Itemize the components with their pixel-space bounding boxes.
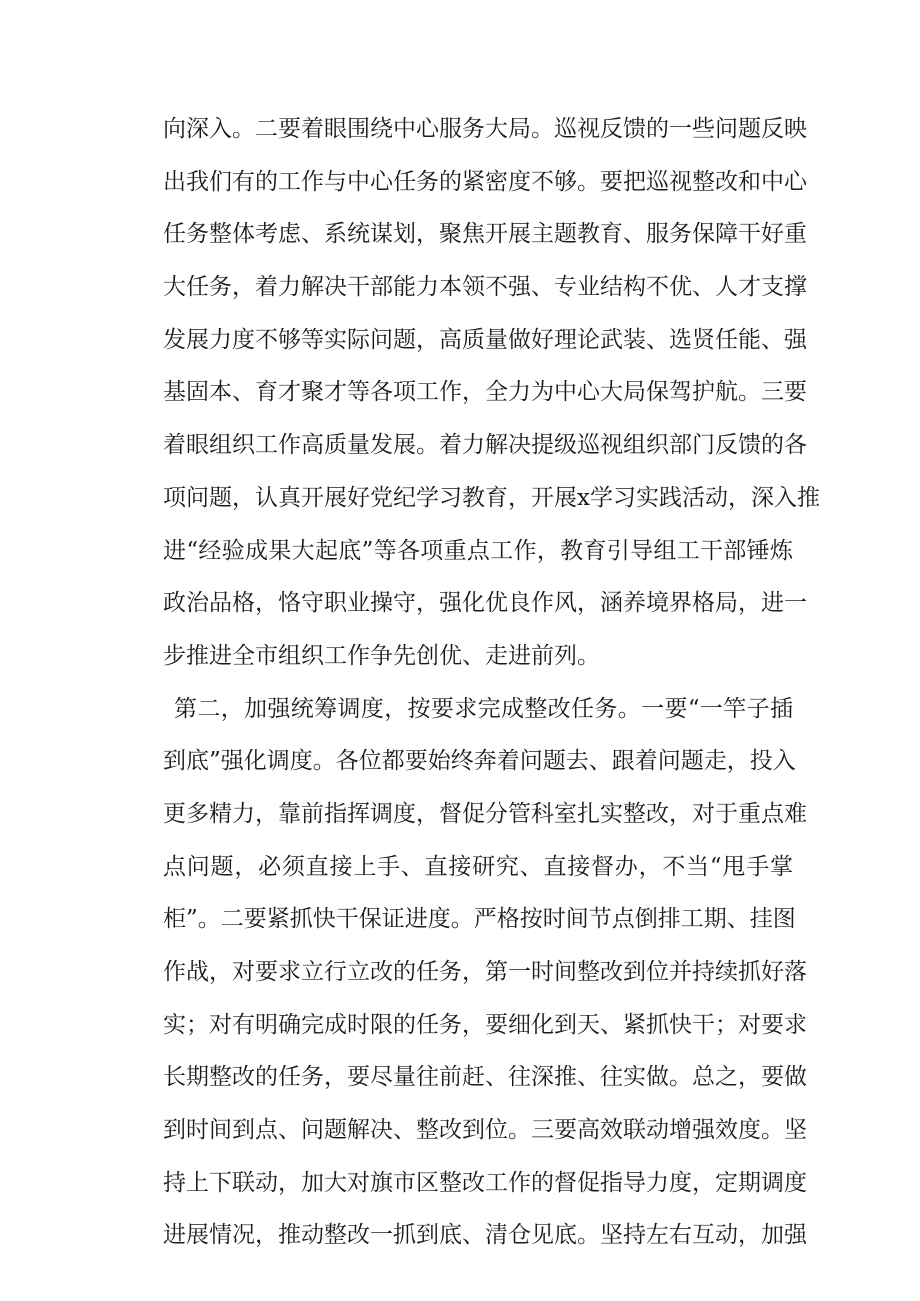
text-line: 柜”。二要紧抓快干保证进度。严格按时间节点倒排工期、挂图 xyxy=(163,906,796,933)
text-line: 作战，对要求立行立改的任务，第一时间整改到位并持续抓好落 xyxy=(163,959,807,985)
text-line: 到底”强化调度。各位都要始终奔着问题去、跟着问题走，投入 xyxy=(163,748,796,775)
text-line: 任务整体考虑、系统谋划，聚焦开展主题教育、服务保障干好重 xyxy=(163,221,807,248)
text-line: 大任务，着力解决干部能力本领不强、专业结构不优、人才支撑 xyxy=(163,274,807,301)
text-line: 向深入。二要着眼围绕中心服务大局。巡视反馈的一些问题反映 xyxy=(163,116,807,142)
text-line: 持上下联动，加大对旗市区整改工作的督促指导力度，定期调度 xyxy=(163,1169,807,1196)
paragraph-end-line: 步推进全市组织工作争先创优、走进前列。 xyxy=(163,642,600,669)
text-line: 项问题，认真开展好党纪学习教育，开展x学习实践活动，深入推 xyxy=(163,484,820,511)
text-line: 到时间到点、问题解决、整改到位。三要高效联动增强效度。坚 xyxy=(163,1117,807,1144)
text-line: 基固本、育才聚才等各项工作，全力为中心大局保驾护航。三要 xyxy=(163,379,807,406)
text-line: 长期整改的任务，要尽量往前赶、往深推、往实做。总之，要做 xyxy=(163,1064,807,1091)
text-line: 着眼组织工作高质量发展。着力解决提级巡视组织部门反馈的各 xyxy=(163,432,807,459)
text-line: 出我们有的工作与中心任务的紧密度不够。要把巡视整改和中心 xyxy=(163,168,807,195)
text-line: 进展情况，推动整改一抓到底、清仓见底。坚持左右互动，加强 xyxy=(163,1222,807,1249)
text-line: 进“经验成果大起底”等各项重点工作，教育引导组工干部锤炼 xyxy=(163,537,793,564)
document-body xyxy=(163,103,820,1262)
text-line: 更多精力，靠前指挥调度，督促分管科室扎实整改，对于重点难 xyxy=(163,800,807,827)
paragraph-first-line: 第二，加强统筹调度，按要求完成整改任务。一要“一竿子插 xyxy=(174,695,793,722)
text-line: 发展力度不够等实际问题，高质量做好理论武装、选贤任能、强 xyxy=(163,326,807,353)
text-line: 政治品格，恪守职业操守，强化优良作风，涵养境界格局，进一 xyxy=(163,590,807,617)
text-line: 点问题，必须直接上手、直接研究、直接督办，不当“甩手掌 xyxy=(163,853,793,880)
text-line: 实；对有明确完成时限的任务，要细化到天、紧抓快干；对要求 xyxy=(163,1011,807,1038)
